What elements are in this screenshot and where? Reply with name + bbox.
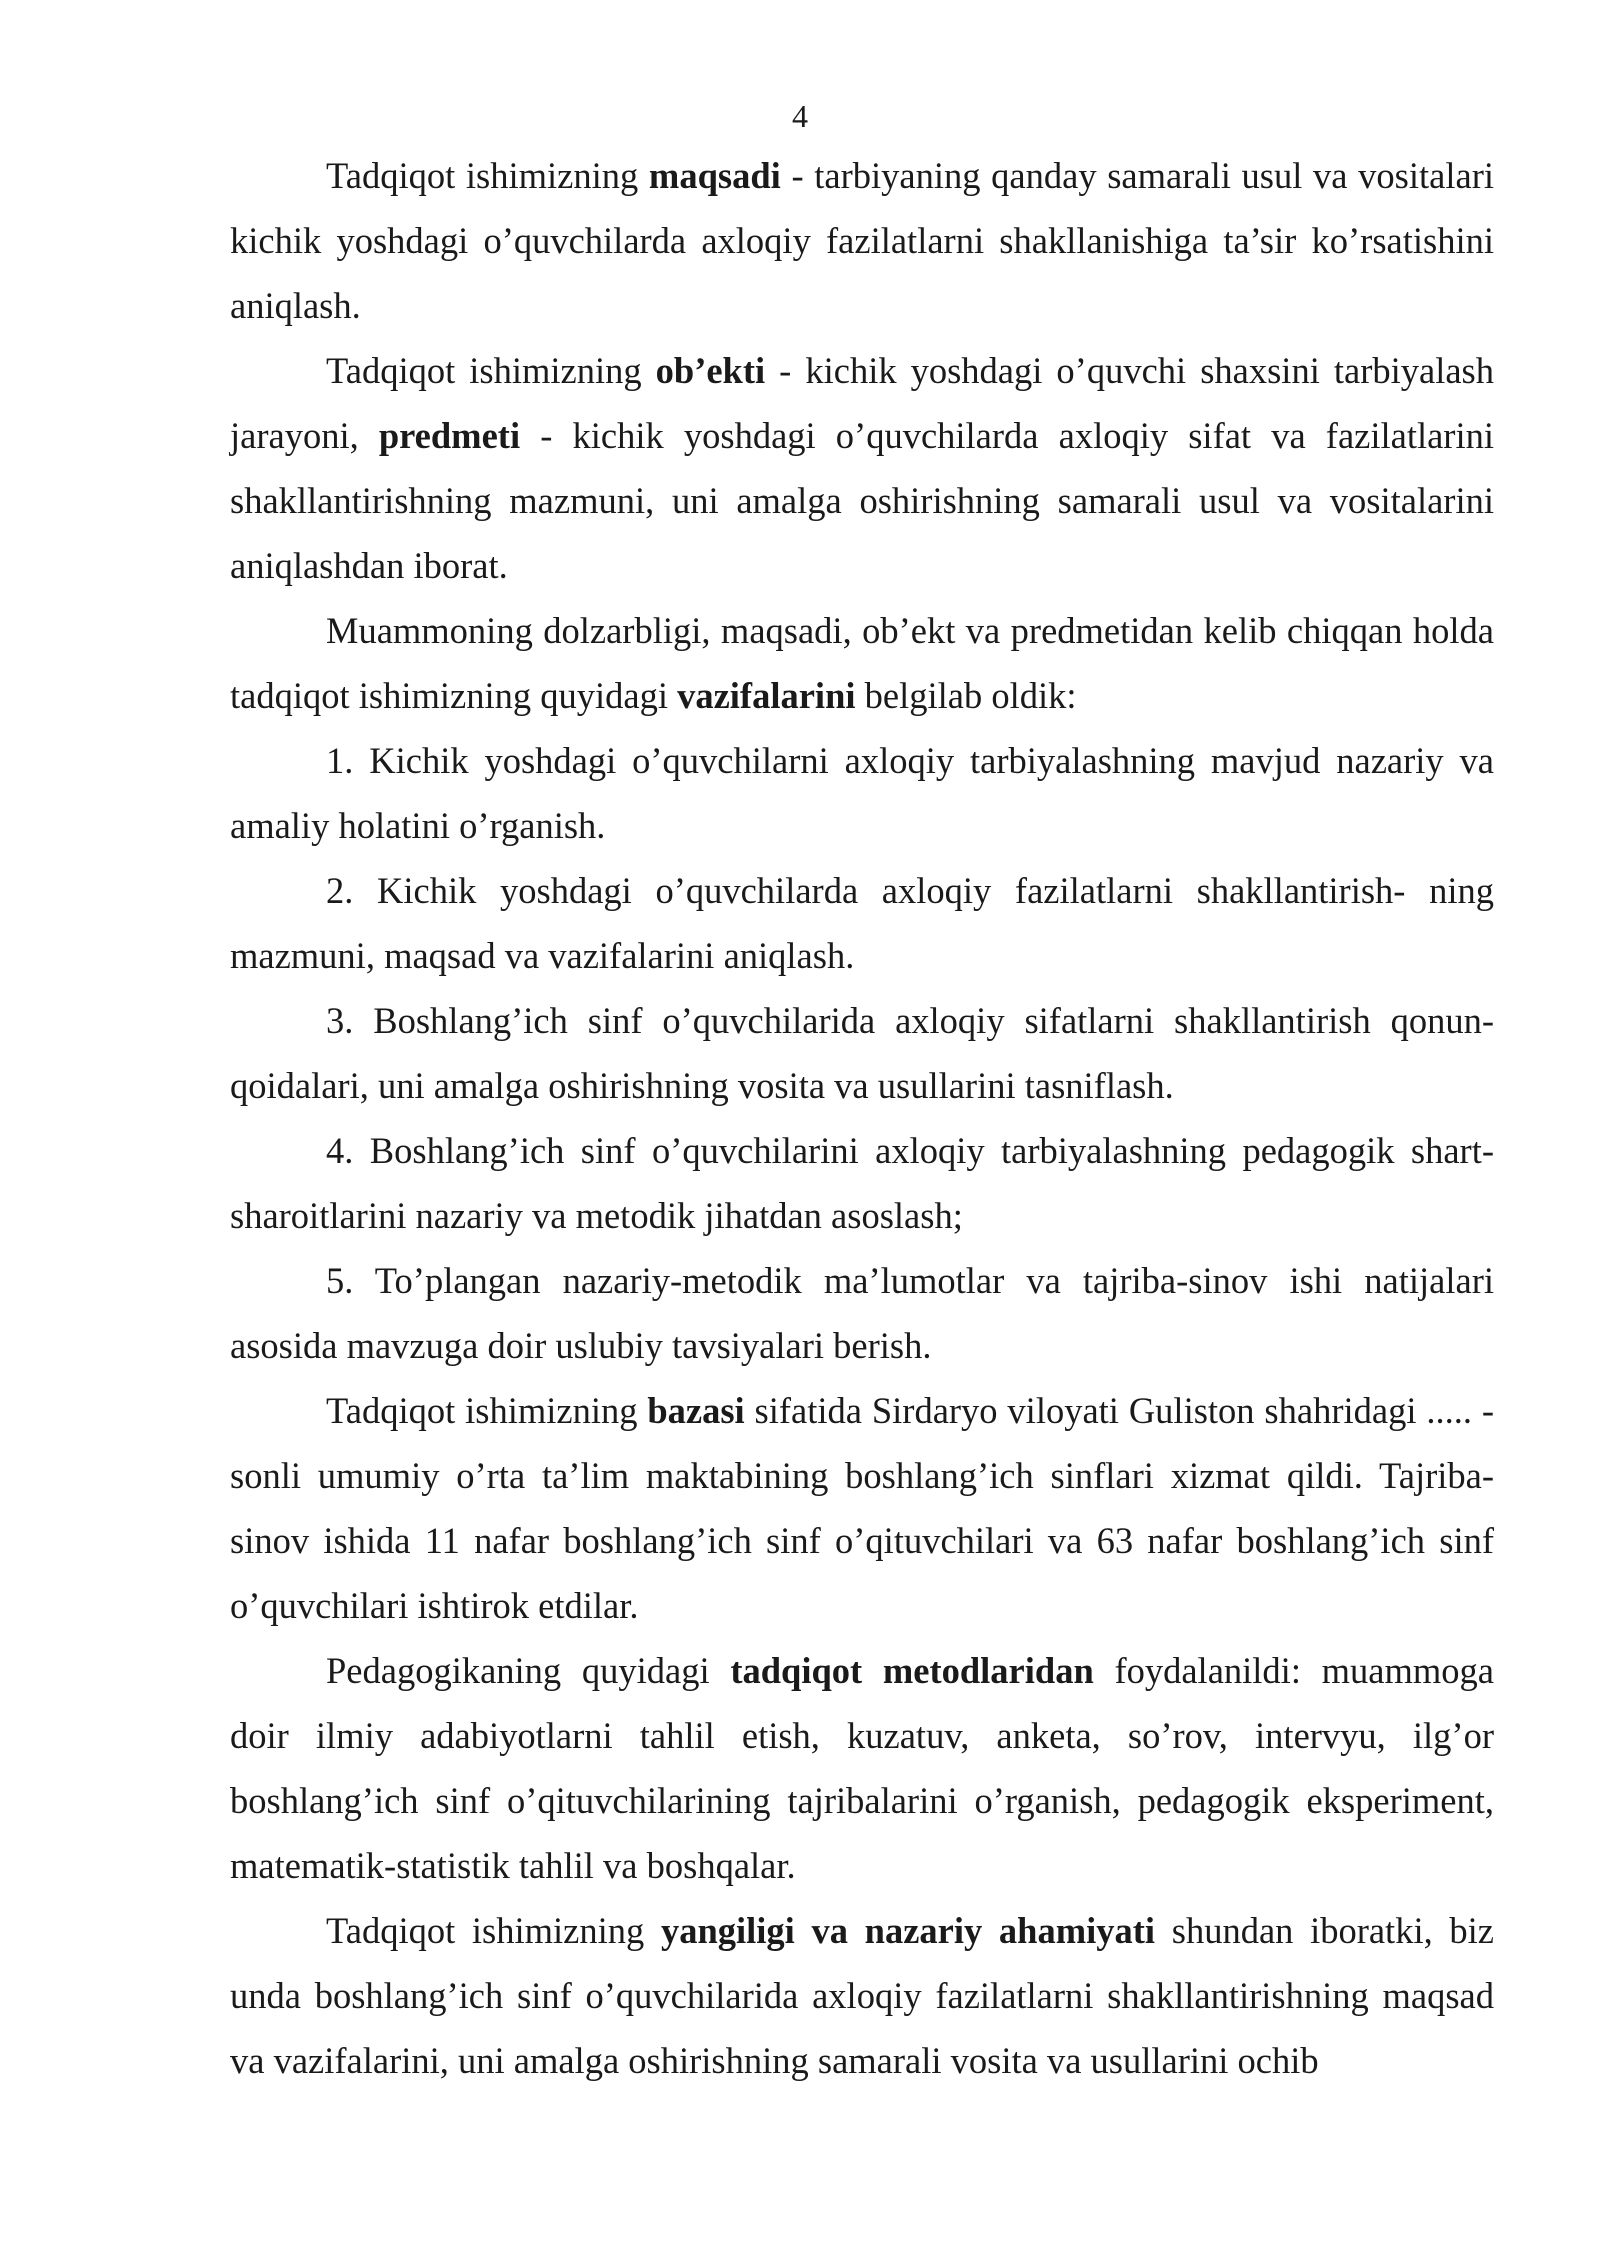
text-segment: shundan iboratki, biz unda boshlang’ich sinf o’quvchilarida axloqiy fazilatlarni shakllantirishning maqsad va vazifalarini, uni amalga oshirishning samarali vosita va usullarini ochib <box>230 1910 1494 2081</box>
text-segment: Muammoning dolzarbligi, maqsadi, ob’ekt va predmetidan kelib chiqqan holda tadqiqot ishimizning quyidagi <box>230 610 1494 716</box>
paragraph <box>230 338 1494 598</box>
paragraph <box>230 988 1494 1118</box>
text-segment: Pedagogikaning quyidagi <box>326 1650 731 1691</box>
text-segment: - tarbiyaning qanday samarali usul va vositalari kichik yoshdagi o’quvchilarda axloqiy fazilatlarni shakllanishiga ta’sir ko’rsatishini aniqlash. <box>230 155 1494 326</box>
body-text <box>230 143 1494 2093</box>
text-segment: 4. Boshlang’ich sinf o’quvchilarini axloqiy tarbiyalashning pedagogik shart-sharoitlarini nazariy va metodik jihatdan asoslash; <box>230 1130 1494 1236</box>
text-segment: Tadqiqot ishimizning <box>326 1390 648 1431</box>
paragraph <box>230 1378 1494 1638</box>
paragraph <box>230 1638 1494 1898</box>
bold-term: predmeti <box>378 415 521 456</box>
text-segment: - kichik yoshdagi o’quvchi shaxsini tarbiyalash jarayoni, <box>230 350 1494 456</box>
page-number: 4 <box>792 98 808 134</box>
bold-term: ob’ekti <box>655 350 766 391</box>
paragraph <box>230 143 1494 338</box>
text-segment: foydalanildi: muammoga doir ilmiy adabiyotlarni tahlil etish, kuzatuv, anketa, so’rov, intervyu, ilg’or boshlang’ich sinf o’qituvchilarining tajribalarini o’rganish, pedagogik eksperiment, matematik-statistik tahlil va boshqalar. <box>230 1650 1494 1886</box>
text-segment: Tadqiqot ishimizning <box>326 155 649 196</box>
paragraph <box>230 858 1494 988</box>
paragraph <box>230 1118 1494 1248</box>
paragraph <box>230 1248 1494 1378</box>
paragraph <box>230 598 1494 728</box>
text-segment: - kichik yoshdagi o’quvchilarda axloqiy sifat va fazilatlarini shakllantirishning mazmuni, uni amalga oshirishning samarali usul va vositalarini aniqlashdan iborat. <box>230 415 1494 586</box>
text-segment: 2. Kichik yoshdagi o’quvchilarda axloqiy fazilatlarni shakllantirish- ning mazmuni, maqsad va vazifalarini aniqlash. <box>230 870 1494 976</box>
text-segment: sifatida Sirdaryo viloyati Guliston shahridagi ..... -sonli umumiy o’rta ta’lim maktabining boshlang’ich sinflari xizmat qildi. Tajriba-sinov ishida 11 nafar boshlang’ich sinf o’qituvchilari va 63 nafar boshlang’ich sinf o’quvchilari ishtirok etdilar. <box>230 1390 1494 1626</box>
text-segment: Tadqiqot ishimizning <box>326 1910 661 1951</box>
bold-term: vazifalarini <box>677 675 856 716</box>
text-segment: belgilab oldik: <box>855 675 1077 716</box>
paragraph <box>230 728 1494 858</box>
paragraph <box>230 1898 1494 2093</box>
bold-term: tadqiqot metodlaridan <box>730 1650 1094 1691</box>
text-segment: 1. Kichik yoshdagi o’quvchilarni axloqiy tarbiyalashning mavjud nazariy va amaliy holatini o’rganish. <box>230 740 1494 846</box>
text-segment: Tadqiqot ishimizning <box>326 350 656 391</box>
text-segment: 3. Boshlang’ich sinf o’quvchilarida axloqiy sifatlarni shakllantirish qonun-qoidalari, uni amalga oshirishning vosita va usullarini tasniflash. <box>230 1000 1494 1106</box>
bold-term: yangiligi va nazariy ahamiyati <box>660 1910 1156 1951</box>
bold-term: bazasi <box>647 1390 745 1431</box>
bold-term: maqsadi <box>648 155 781 196</box>
text-segment: 5. To’plangan nazariy-metodik ma’lumotlar va tajriba-sinov ishi natijalari asosida mavzuga doir uslubiy tavsiyalari berish. <box>230 1260 1494 1366</box>
